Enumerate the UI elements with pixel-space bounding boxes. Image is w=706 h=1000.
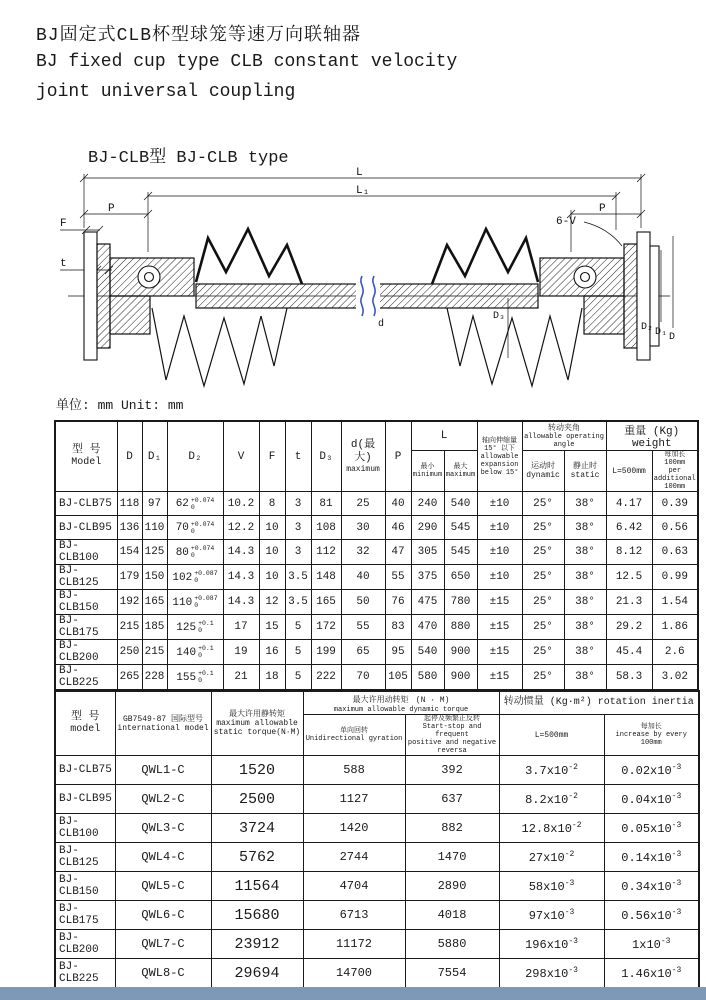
cell-model: BJ-CLB100 bbox=[55, 814, 115, 843]
table-row bbox=[55, 565, 698, 590]
cell-D3: 112 bbox=[311, 540, 341, 565]
cell-international-model: QWL6-C bbox=[115, 901, 211, 930]
cell-inertia-add: $0.56x10^{-3}$ bbox=[604, 901, 699, 930]
cell-F: 10 bbox=[259, 565, 285, 590]
dim-label-L1: L₁ bbox=[356, 185, 370, 197]
cell-weight-500: 6.42 bbox=[606, 516, 652, 540]
cell-inertia-add: $0.34x10^{-3}$ bbox=[604, 872, 699, 901]
cell-weight-500: 45.4 bbox=[606, 640, 652, 665]
cell-dynamic-angle: 25° bbox=[522, 516, 564, 540]
cell-international-model: QWL7-C bbox=[115, 930, 211, 959]
cell-D2: 140 +0.1 0 bbox=[167, 640, 223, 665]
cell-t: 3 bbox=[285, 492, 311, 516]
table-row bbox=[55, 959, 699, 989]
cell-L-min: 475 bbox=[411, 590, 444, 615]
cell-static-torque: 5762 bbox=[211, 843, 303, 872]
cell-D3: 222 bbox=[311, 665, 341, 691]
left-bearing-ball bbox=[145, 273, 154, 282]
table-row bbox=[55, 540, 698, 565]
cell-unidirectional: 1420 bbox=[303, 814, 405, 843]
cell-expansion: ±10 bbox=[477, 492, 522, 516]
col-header-start-stop: 起停及频繁正反转 Start-stop and frequent positive and negative reversa bbox=[405, 715, 499, 756]
col-header-weight-500: L=500mm bbox=[606, 451, 652, 492]
cell-L-max: 900 bbox=[444, 640, 477, 665]
table1-body bbox=[55, 492, 698, 691]
table-row bbox=[55, 590, 698, 615]
cell-inertia-500: $8.2x10^{-2}$ bbox=[499, 785, 604, 814]
col-header-L: L bbox=[411, 421, 477, 451]
cell-D2: 62 +0.074 0 bbox=[167, 492, 223, 516]
cell-t: 3 bbox=[285, 516, 311, 540]
cell-inertia-500: $27x10^{-2}$ bbox=[499, 843, 604, 872]
cell-V: 19 bbox=[223, 640, 259, 665]
cell-static-torque: 11564 bbox=[211, 872, 303, 901]
cell-model: BJ-CLB100 bbox=[55, 540, 117, 565]
cell-international-model: QWL8-C bbox=[115, 959, 211, 989]
table-row bbox=[55, 785, 699, 814]
col-header-model2: 型 号 model bbox=[55, 691, 115, 756]
technical-drawing bbox=[56, 166, 682, 396]
left-housing-bottom bbox=[110, 296, 150, 334]
cell-model: BJ-CLB200 bbox=[55, 930, 115, 959]
cell-L-min: 375 bbox=[411, 565, 444, 590]
right-hub bbox=[624, 244, 637, 348]
col-header-static: 静止时 static bbox=[564, 451, 606, 492]
cell-d-max: 55 bbox=[341, 615, 385, 640]
table-row bbox=[55, 901, 699, 930]
col-header-t: t bbox=[285, 421, 311, 492]
torque-inertia-table bbox=[54, 690, 700, 989]
cell-L-min: 305 bbox=[411, 540, 444, 565]
cell-L-min: 240 bbox=[411, 492, 444, 516]
cell-weight-add: 0.39 bbox=[652, 492, 698, 516]
cell-D1: 165 bbox=[142, 590, 167, 615]
cell-D3: 199 bbox=[311, 640, 341, 665]
cell-inertia-add: $1.46x10^{-3}$ bbox=[604, 959, 699, 989]
cell-international-model: QWL4-C bbox=[115, 843, 211, 872]
cell-D: 179 bbox=[117, 565, 142, 590]
cell-V: 12.2 bbox=[223, 516, 259, 540]
page-title-en-line2: joint universal coupling bbox=[36, 82, 296, 102]
cell-V: 10.2 bbox=[223, 492, 259, 516]
cell-model: BJ-CLB175 bbox=[55, 615, 117, 640]
cell-start-stop: 7554 bbox=[405, 959, 499, 989]
col-header-V: V bbox=[223, 421, 259, 492]
cell-D1: 110 bbox=[142, 516, 167, 540]
cell-D: 265 bbox=[117, 665, 142, 691]
cell-expansion: ±10 bbox=[477, 516, 522, 540]
cell-D3: 81 bbox=[311, 492, 341, 516]
cell-weight-500: 8.12 bbox=[606, 540, 652, 565]
cell-static-angle: 38° bbox=[564, 492, 606, 516]
cell-static-torque: 3724 bbox=[211, 814, 303, 843]
cell-weight-500: 4.17 bbox=[606, 492, 652, 516]
left-hub bbox=[97, 244, 110, 348]
cell-expansion: ±10 bbox=[477, 540, 522, 565]
dim-label-D1: D₁ bbox=[655, 327, 668, 338]
cell-D: 154 bbox=[117, 540, 142, 565]
cell-P: 105 bbox=[385, 665, 411, 691]
cell-D: 136 bbox=[117, 516, 142, 540]
cell-D2: 125 +0.1 0 bbox=[167, 615, 223, 640]
col-header-F: F bbox=[259, 421, 285, 492]
cell-t: 5 bbox=[285, 615, 311, 640]
table-row bbox=[55, 516, 698, 540]
cell-static-angle: 38° bbox=[564, 615, 606, 640]
table-row bbox=[55, 756, 699, 785]
cell-weight-add: 0.99 bbox=[652, 565, 698, 590]
col-header-dynamic: 运动时 dynamic bbox=[522, 451, 564, 492]
cell-t: 5 bbox=[285, 665, 311, 691]
cell-expansion: ±15 bbox=[477, 665, 522, 691]
cell-D2: 70 +0.074 0 bbox=[167, 516, 223, 540]
cell-dynamic-angle: 25° bbox=[522, 565, 564, 590]
cell-model: BJ-CLB125 bbox=[55, 843, 115, 872]
cell-dynamic-angle: 25° bbox=[522, 540, 564, 565]
cell-expansion: ±15 bbox=[477, 615, 522, 640]
table-row bbox=[55, 872, 699, 901]
cell-d-max: 40 bbox=[341, 565, 385, 590]
cell-start-stop: 882 bbox=[405, 814, 499, 843]
cell-weight-add: 0.63 bbox=[652, 540, 698, 565]
cell-D: 118 bbox=[117, 492, 142, 516]
cell-expansion: ±15 bbox=[477, 590, 522, 615]
cell-static-torque: 2500 bbox=[211, 785, 303, 814]
cell-d-max: 50 bbox=[341, 590, 385, 615]
cell-V: 21 bbox=[223, 665, 259, 691]
cell-unidirectional: 11172 bbox=[303, 930, 405, 959]
right-bearing-ball bbox=[581, 273, 590, 282]
cell-unidirectional: 2744 bbox=[303, 843, 405, 872]
cell-model: BJ-CLB150 bbox=[55, 872, 115, 901]
type-label: BJ-CLB型 BJ-CLB type bbox=[88, 149, 289, 168]
cell-P: 95 bbox=[385, 640, 411, 665]
dim-label-F: F bbox=[60, 218, 67, 230]
cell-P: 47 bbox=[385, 540, 411, 565]
cell-international-model: QWL1-C bbox=[115, 756, 211, 785]
cell-start-stop: 5880 bbox=[405, 930, 499, 959]
cell-D1: 125 bbox=[142, 540, 167, 565]
cell-inertia-500: $298x10^{-3}$ bbox=[499, 959, 604, 989]
cell-static-angle: 38° bbox=[564, 640, 606, 665]
cell-F: 12 bbox=[259, 590, 285, 615]
dim-label-d: d bbox=[378, 319, 385, 330]
footer-bar bbox=[0, 987, 706, 1000]
col-header-dynamic-torque: 最大许用动转矩 (N · M) maximum allowable dynamic torque bbox=[303, 691, 499, 715]
dim-label-D: D bbox=[669, 332, 676, 343]
col-header-D2: D₂ bbox=[167, 421, 223, 492]
cell-F: 10 bbox=[259, 540, 285, 565]
cell-weight-add: 1.54 bbox=[652, 590, 698, 615]
col-header-weight: 重量 (Kg) weight bbox=[606, 421, 698, 451]
cell-model: BJ-CLB75 bbox=[55, 756, 115, 785]
cell-unidirectional: 6713 bbox=[303, 901, 405, 930]
cell-expansion: ±15 bbox=[477, 640, 522, 665]
cell-D3: 108 bbox=[311, 516, 341, 540]
cell-inertia-500: $97x10^{-3}$ bbox=[499, 901, 604, 930]
cell-L-max: 540 bbox=[444, 492, 477, 516]
table-row bbox=[55, 843, 699, 872]
col-header-D3: D₃ bbox=[311, 421, 341, 492]
cell-start-stop: 392 bbox=[405, 756, 499, 785]
cell-t: 3.5 bbox=[285, 590, 311, 615]
col-header-unidirectional: 单向回转 Unidirectional gyration bbox=[303, 715, 405, 756]
left-boot-bellows-top bbox=[196, 229, 302, 284]
cell-static-torque: 1520 bbox=[211, 756, 303, 785]
cell-weight-add: 2.6 bbox=[652, 640, 698, 665]
col-header-static-torque: 最大许用静转矩 maximum allowable static torque(N·M) bbox=[211, 691, 303, 756]
cell-model: BJ-CLB200 bbox=[55, 640, 117, 665]
cell-D: 192 bbox=[117, 590, 142, 615]
cell-D3: 165 bbox=[311, 590, 341, 615]
cell-D3: 148 bbox=[311, 565, 341, 590]
cell-D2: 110 +0.087 0 bbox=[167, 590, 223, 615]
cell-D1: 185 bbox=[142, 615, 167, 640]
cell-dynamic-angle: 25° bbox=[522, 640, 564, 665]
col-header-weight-add: 每加长 100mm per additional 100mm bbox=[652, 451, 698, 492]
table-row bbox=[55, 814, 699, 843]
table-row bbox=[55, 492, 698, 516]
dim-label-P-left: P bbox=[108, 203, 115, 215]
cell-dynamic-angle: 25° bbox=[522, 615, 564, 640]
cell-t: 3.5 bbox=[285, 565, 311, 590]
cell-inertia-add: $0.05x10^{-3}$ bbox=[604, 814, 699, 843]
table2-body bbox=[55, 756, 699, 989]
cell-start-stop: 2890 bbox=[405, 872, 499, 901]
col-header-d-max: d(最大) maximum bbox=[341, 421, 385, 492]
cell-weight-add: 0.56 bbox=[652, 516, 698, 540]
cell-D1: 150 bbox=[142, 565, 167, 590]
cell-F: 8 bbox=[259, 492, 285, 516]
col-header-rotation-inertia: 转动惯量 (Kg·m²) rotation inertia bbox=[499, 691, 699, 715]
cell-d-max: 70 bbox=[341, 665, 385, 691]
cell-D: 250 bbox=[117, 640, 142, 665]
cell-start-stop: 4018 bbox=[405, 901, 499, 930]
cell-dynamic-angle: 25° bbox=[522, 665, 564, 691]
cell-P: 83 bbox=[385, 615, 411, 640]
col-header-inertia-add: 每加长 increase by every 100mm bbox=[604, 715, 699, 756]
cell-weight-500: 29.2 bbox=[606, 615, 652, 640]
cell-L-min: 470 bbox=[411, 615, 444, 640]
cell-dynamic-angle: 25° bbox=[522, 590, 564, 615]
cell-D2: 102 +0.087 0 bbox=[167, 565, 223, 590]
dimension-table bbox=[54, 420, 699, 691]
page-title-zh: BJ固定式CLB杯型球笼等速万向联轴器 bbox=[36, 26, 362, 46]
cell-D1: 215 bbox=[142, 640, 167, 665]
cell-P: 55 bbox=[385, 565, 411, 590]
right-housing-bottom bbox=[584, 296, 624, 334]
cell-inertia-add: $0.14x10^{-3}$ bbox=[604, 843, 699, 872]
cell-inertia-500: $196x10^{-3}$ bbox=[499, 930, 604, 959]
col-header-international-model: GB7549-87 国际型号 international model bbox=[115, 691, 211, 756]
table-row bbox=[55, 615, 698, 640]
left-boot-bellows-bottom bbox=[152, 308, 287, 386]
cell-F: 15 bbox=[259, 615, 285, 640]
cell-static-angle: 38° bbox=[564, 665, 606, 691]
col-header-L-min: 最小 minimum bbox=[411, 451, 444, 492]
left-flange bbox=[84, 232, 97, 360]
cell-unidirectional: 588 bbox=[303, 756, 405, 785]
right-flange bbox=[637, 232, 650, 360]
cell-static-torque: 15680 bbox=[211, 901, 303, 930]
table-row bbox=[55, 930, 699, 959]
cell-L-max: 650 bbox=[444, 565, 477, 590]
table-row bbox=[55, 665, 698, 691]
cell-P: 40 bbox=[385, 492, 411, 516]
cell-international-model: QWL5-C bbox=[115, 872, 211, 901]
cell-model: BJ-CLB125 bbox=[55, 565, 117, 590]
cell-L-max: 545 bbox=[444, 540, 477, 565]
cell-V: 14.3 bbox=[223, 565, 259, 590]
cell-L-max: 780 bbox=[444, 590, 477, 615]
cell-weight-500: 12.5 bbox=[606, 565, 652, 590]
cell-P: 46 bbox=[385, 516, 411, 540]
cell-static-angle: 38° bbox=[564, 540, 606, 565]
dim-label-t: t bbox=[60, 258, 67, 270]
cell-international-model: QWL3-C bbox=[115, 814, 211, 843]
cell-international-model: QWL2-C bbox=[115, 785, 211, 814]
cell-d-max: 65 bbox=[341, 640, 385, 665]
cell-model: BJ-CLB95 bbox=[55, 516, 117, 540]
col-header-D1: D₁ bbox=[142, 421, 167, 492]
cell-F: 10 bbox=[259, 516, 285, 540]
cell-inertia-add: $1x10^{-3}$ bbox=[604, 930, 699, 959]
cell-inertia-500: $58x10^{-3}$ bbox=[499, 872, 604, 901]
cell-unidirectional: 14700 bbox=[303, 959, 405, 989]
cell-L-max: 900 bbox=[444, 665, 477, 691]
cell-D1: 97 bbox=[142, 492, 167, 516]
cell-inertia-add: $0.04x10^{-3}$ bbox=[604, 785, 699, 814]
cell-t: 5 bbox=[285, 640, 311, 665]
dim-label-L: L bbox=[356, 167, 363, 179]
cell-model: BJ-CLB225 bbox=[55, 959, 115, 989]
dim-label-D3: D₃ bbox=[493, 311, 506, 322]
cell-static-torque: 23912 bbox=[211, 930, 303, 959]
cell-expansion: ±10 bbox=[477, 565, 522, 590]
cell-d-max: 32 bbox=[341, 540, 385, 565]
cell-L-min: 580 bbox=[411, 665, 444, 691]
dim-label-P-right: P bbox=[599, 203, 606, 215]
cell-model: BJ-CLB225 bbox=[55, 665, 117, 691]
cell-D3: 172 bbox=[311, 615, 341, 640]
cell-start-stop: 637 bbox=[405, 785, 499, 814]
cell-P: 76 bbox=[385, 590, 411, 615]
right-boot-bellows-top bbox=[432, 229, 538, 284]
cell-D2: 80 +0.074 0 bbox=[167, 540, 223, 565]
cell-dynamic-angle: 25° bbox=[522, 492, 564, 516]
table-row bbox=[55, 640, 698, 665]
cell-start-stop: 1470 bbox=[405, 843, 499, 872]
col-header-L-max: 最大 maximum bbox=[444, 451, 477, 492]
cell-weight-500: 58.3 bbox=[606, 665, 652, 691]
cell-inertia-500: $3.7x10^{-2}$ bbox=[499, 756, 604, 785]
cell-F: 18 bbox=[259, 665, 285, 691]
col-header-P: P bbox=[385, 421, 411, 492]
cell-V: 17 bbox=[223, 615, 259, 640]
dim-label-6V: 6-V bbox=[556, 216, 576, 228]
cell-L-min: 290 bbox=[411, 516, 444, 540]
cell-L-max: 880 bbox=[444, 615, 477, 640]
cell-model: BJ-CLB95 bbox=[55, 785, 115, 814]
cell-unidirectional: 4704 bbox=[303, 872, 405, 901]
cell-V: 14.3 bbox=[223, 590, 259, 615]
right-boot-bellows-bottom bbox=[447, 308, 582, 386]
cell-F: 16 bbox=[259, 640, 285, 665]
cell-inertia-add: $0.02x10^{-3}$ bbox=[604, 756, 699, 785]
cell-V: 14.3 bbox=[223, 540, 259, 565]
cell-t: 3 bbox=[285, 540, 311, 565]
cell-weight-add: 3.02 bbox=[652, 665, 698, 691]
cell-inertia-500: $12.8x10^{-2}$ bbox=[499, 814, 604, 843]
cell-model: BJ-CLB150 bbox=[55, 590, 117, 615]
cell-model: BJ-CLB175 bbox=[55, 901, 115, 930]
cell-L-min: 540 bbox=[411, 640, 444, 665]
col-header-model: 型 号 Model bbox=[55, 421, 117, 492]
cell-model: BJ-CLB75 bbox=[55, 492, 117, 516]
cell-static-angle: 38° bbox=[564, 565, 606, 590]
cell-static-torque: 29694 bbox=[211, 959, 303, 989]
col-header-operating-angle: 转动夹角 allowable operating angle bbox=[522, 421, 606, 451]
cell-weight-add: 1.86 bbox=[652, 615, 698, 640]
cell-L-max: 545 bbox=[444, 516, 477, 540]
col-header-inertia-500: L=500mm bbox=[499, 715, 604, 756]
cell-static-angle: 38° bbox=[564, 516, 606, 540]
cell-d-max: 25 bbox=[341, 492, 385, 516]
cell-static-angle: 38° bbox=[564, 590, 606, 615]
cell-D1: 228 bbox=[142, 665, 167, 691]
unit-label: 单位: mm Unit: mm bbox=[56, 398, 184, 413]
cell-D: 215 bbox=[117, 615, 142, 640]
cell-unidirectional: 1127 bbox=[303, 785, 405, 814]
page-title-en-line1: BJ fixed cup type CLB constant velocity bbox=[36, 52, 458, 72]
col-header-D: D bbox=[117, 421, 142, 492]
cell-weight-500: 21.3 bbox=[606, 590, 652, 615]
col-header-expansion: 轴向伸缩量 15° 以下 allowable expansion below 15° bbox=[477, 421, 522, 492]
cell-D2: 155 +0.1 0 bbox=[167, 665, 223, 691]
dim-label-D2: D₂ bbox=[641, 322, 654, 333]
cell-d-max: 30 bbox=[341, 516, 385, 540]
